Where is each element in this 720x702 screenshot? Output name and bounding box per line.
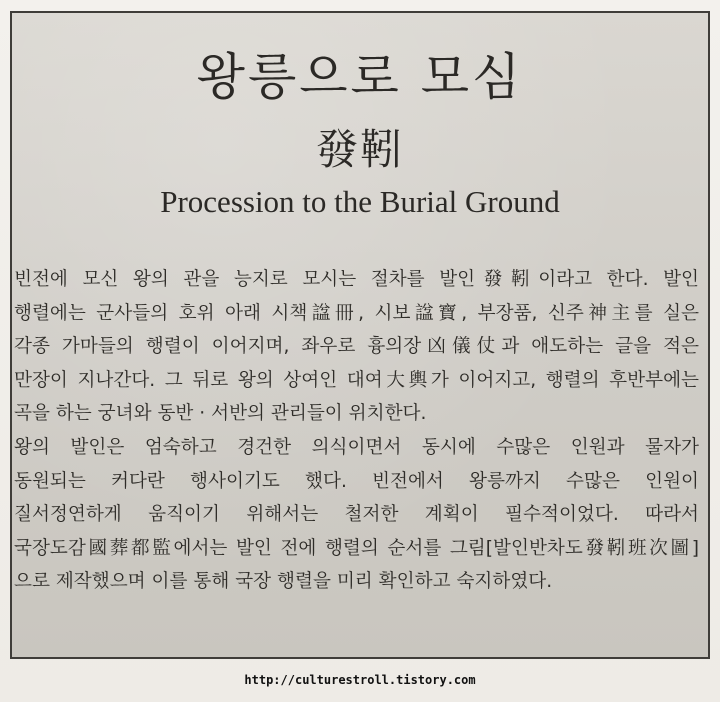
panel-title-english: Procession to the Burial Ground <box>160 184 560 219</box>
watermark-url: http://culturestroll.tistory.com <box>244 673 476 687</box>
body-line-4: 만장이 지나간다. 그 뒤로 왕의 상여인 대여大輿가 이어지고, 행렬의 후반부에는 <box>14 369 699 391</box>
body-line-9: 국장도감國葬都監에서는 발인 전에 행렬의 순서를 그림[발인반차도發靷班次圖] <box>14 537 699 559</box>
panel-title-korean: 왕릉으로 모심 <box>196 48 524 106</box>
body-line-1: 빈전에 모신 왕의 관을 능지로 모시는 절차를 발인發靷이라고 한다. 발인 <box>14 269 699 290</box>
body-line-6: 왕의 발인은 엄숙하고 경건한 의식이면서 동시에 수많은 인원과 물자가 <box>14 436 699 458</box>
panel-body-text <box>12 263 702 599</box>
body-line-2: 행렬에는 군사들의 호위 아래 시책諡冊, 시보諡寶, 부장품, 신주神主를 실은 <box>14 302 699 324</box>
exhibit-panel <box>10 11 710 659</box>
panel-title-hanja: 發靷 <box>315 125 404 174</box>
body-line-8: 질서정연하게 움직이기 위해서는 철저한 계획이 필수적이었다. 따라서 <box>14 504 699 526</box>
body-line-7: 동원되는 커다란 행사이기도 했다. 빈전에서 왕릉까지 수많은 인원이 <box>14 470 699 492</box>
body-line-3: 각종 가마들의 행렬이 이어지며, 좌우로 흉의장凶儀仗과 애도하는 글을 적은 <box>14 336 699 358</box>
body-line-10: 으로 제작했으며 이를 통해 국장 행렬을 미리 확인하고 숙지하였다. <box>14 571 553 593</box>
body-line-5: 곡을 하는 궁녀와 동반 · 서반의 관리들이 위치한다. <box>14 403 427 425</box>
